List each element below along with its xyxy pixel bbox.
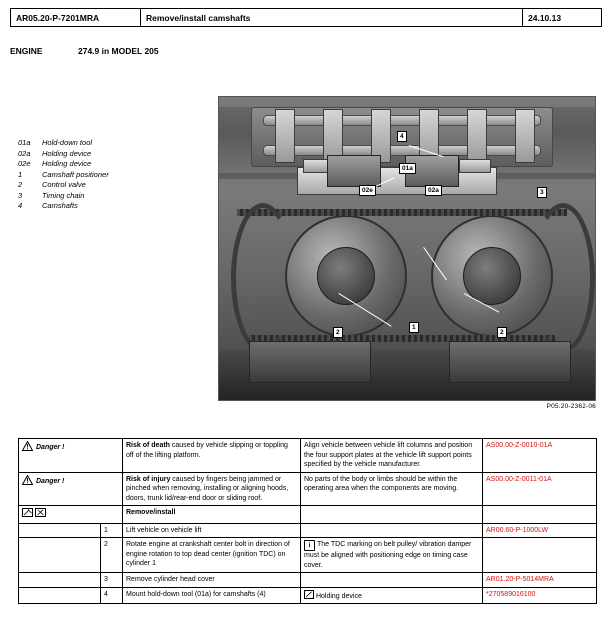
action-rest: caused by vehicle slipping or toppling off of the lifting platform. xyxy=(126,442,288,459)
legend-item xyxy=(18,180,188,191)
document-header xyxy=(10,8,602,27)
camshaft-lower xyxy=(263,145,541,156)
timing-chain-top xyxy=(237,209,567,216)
note-text: Holding device xyxy=(315,592,362,600)
legend-desc: Control valve xyxy=(42,180,86,189)
warning-cell xyxy=(19,523,101,538)
sprocket-hub xyxy=(317,247,375,305)
legend-item xyxy=(18,138,188,149)
action-cell: Mount hold-down tool (01a) for camshafts (4) xyxy=(123,587,301,604)
danger-text: Danger ! xyxy=(36,444,65,451)
holding-device-left xyxy=(327,155,381,187)
figure-caption: P05.20-2362-06 xyxy=(546,403,596,410)
step-number: 4 xyxy=(101,587,123,604)
note-cell: Align vehicle between vehicle lift columns and position the four support plates at the vehicle lift support points specified by the vehicle manufacturer. xyxy=(301,439,483,473)
callout-4: 4 xyxy=(397,131,407,142)
reference-link[interactable] xyxy=(483,506,597,524)
table-row xyxy=(19,523,597,538)
reference-link[interactable]: AR00.60-P-1000LW xyxy=(483,523,597,538)
callout-3: 3 xyxy=(537,187,547,198)
reference-link[interactable]: AR01.20-P-5014MRA xyxy=(483,573,597,588)
legend-item xyxy=(18,159,188,170)
legend-item xyxy=(18,170,188,181)
legend-key: 02a xyxy=(18,148,31,158)
danger-label-wrap xyxy=(22,475,119,489)
wrench-icon xyxy=(22,512,35,519)
callout-02e: 02e xyxy=(359,185,376,196)
engine-section-heading xyxy=(10,46,602,56)
info-icon: i xyxy=(304,540,315,551)
note-text: The TDC marking on belt pulley/ vibration damper must be aligned with positioning edge on timing case cover. xyxy=(304,541,472,569)
callout-01a: 01a xyxy=(399,163,416,174)
legend-desc: Camshaft positioner xyxy=(42,169,109,179)
tool-icon xyxy=(35,512,46,519)
legend-item xyxy=(18,201,188,212)
legend-desc: Holding device xyxy=(42,148,92,158)
figure-container xyxy=(218,96,596,410)
callout-2-right: 2 xyxy=(497,327,507,338)
legend-item xyxy=(18,191,188,202)
legend-key: 02e xyxy=(18,159,31,168)
legend-desc: Camshafts xyxy=(42,201,78,210)
warning-triangle-icon xyxy=(22,441,33,455)
timing-chain-right-arc xyxy=(531,203,595,353)
note-cell xyxy=(301,523,483,538)
legend-desc: Timing chain xyxy=(42,190,85,200)
header-document-date: 24.10.13 xyxy=(528,12,562,23)
step-number: 3 xyxy=(101,573,123,588)
photo-band xyxy=(219,97,595,107)
action-cell xyxy=(123,439,301,473)
legend-key: 01a xyxy=(18,138,31,147)
action-bold: Risk of death xyxy=(126,442,170,449)
callout-1: 1 xyxy=(409,322,419,333)
document-page xyxy=(0,8,612,620)
action-cell xyxy=(123,472,301,506)
hold-down-clamp xyxy=(459,159,491,173)
warning-triangle-icon xyxy=(22,475,33,489)
note-cell: No parts of the body or limbs should be within the operating area when the components are moving. xyxy=(301,472,483,506)
action-cell: Lift vehicle on vehicle lift xyxy=(123,523,301,538)
action-cell: Rotate engine at crankshaft center bolt in direction of engine rotation to top dead center (ignition TDC) on cylinder 1 xyxy=(123,538,301,573)
header-document-title: Remove/install camshafts xyxy=(141,9,523,26)
figure-legend xyxy=(18,138,188,212)
reference-link[interactable]: AS00.00-Z-0011-01A xyxy=(483,472,597,506)
engine-detail xyxy=(249,341,371,383)
action-bold: Risk of injury xyxy=(126,475,171,483)
bearing-cap xyxy=(515,109,535,163)
table-row xyxy=(19,506,597,524)
legend-key: 3 xyxy=(18,190,23,200)
legend-key: 1 xyxy=(18,169,23,179)
timing-chain-left-arc xyxy=(231,203,295,353)
warning-cell xyxy=(19,439,123,473)
engine-photo xyxy=(218,96,596,401)
legend-desc: Hold-down tool xyxy=(42,138,93,147)
note-cell xyxy=(301,538,483,573)
tool-icon xyxy=(304,593,316,600)
reference-link[interactable] xyxy=(483,538,597,573)
danger-label-wrap xyxy=(22,441,119,455)
bearing-cap xyxy=(275,109,295,163)
header-document-id: AR05.20-P-7201MRA xyxy=(11,9,141,26)
warning-cell xyxy=(19,538,101,573)
callout-02a: 02a xyxy=(425,185,442,196)
engine-model: 274.9 in MODEL 205 xyxy=(78,46,159,56)
table-row xyxy=(19,538,597,573)
work-steps-table xyxy=(18,438,597,604)
step-number: 2 xyxy=(101,538,123,573)
legend-desc: Holding device xyxy=(42,159,92,168)
bearing-cap xyxy=(467,109,487,163)
camshaft-sprocket-left xyxy=(285,215,407,337)
section-label: Remove/install xyxy=(123,506,301,524)
legend-key: 4 xyxy=(18,201,23,210)
warning-cell xyxy=(19,587,101,604)
engine-label: ENGINE xyxy=(10,46,43,56)
table-row xyxy=(19,573,597,588)
action-cell: Remove cylinder head cover xyxy=(123,573,301,588)
step-number: 1 xyxy=(101,523,123,538)
tool-icons-cell xyxy=(19,506,123,524)
table-row xyxy=(19,472,597,506)
note-cell xyxy=(301,587,483,604)
table-row xyxy=(19,587,597,604)
reference-link[interactable]: *270589016100 xyxy=(483,587,597,604)
table-row xyxy=(19,439,597,473)
danger-text: Danger ! xyxy=(36,477,65,485)
callout-2-left: 2 xyxy=(333,327,343,338)
action-rest: caused by fingers being jammed or pinched when removing, installing or aligning hoods, doors, trunk lid/rear-end door or sliding roof. xyxy=(126,475,289,502)
reference-link[interactable]: AS00.00-Z-0010-01A xyxy=(483,439,597,473)
engine-detail xyxy=(449,341,571,383)
legend-key: 2 xyxy=(18,180,23,189)
warning-cell xyxy=(19,472,123,506)
note-cell xyxy=(301,506,483,524)
camshaft-upper xyxy=(263,115,541,126)
legend-item xyxy=(18,149,188,160)
warning-cell xyxy=(19,573,101,588)
note-cell xyxy=(301,573,483,588)
